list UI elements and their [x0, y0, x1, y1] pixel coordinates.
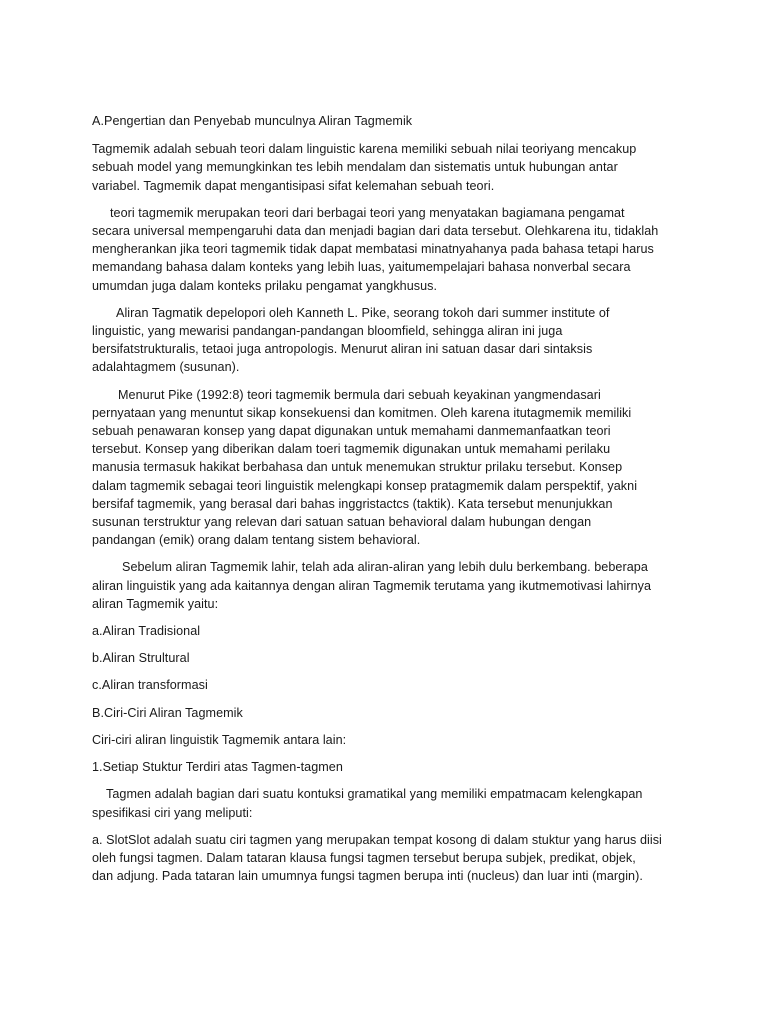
paragraph-line: dalam tagmemik sebagai teori linguistik melengkapi konsep pratagmemik dalam perspektif, yakni [92, 478, 638, 493]
paragraph-line: mengherankan jika teori tagmemik tidak dapat membatasi minatnyahanya pada bahasa tetapi harus [92, 242, 654, 257]
paragraph-line: manusia termasuk hakikat berbahasa dan untuk menemukan struktur prilaku tersebut. Konsep [92, 460, 623, 475]
paragraph-line: Aliran Tagmatik depelopori oleh Kanneth L. Pike, seorang tokoh dari summer institute of [116, 305, 610, 320]
paragraph-line: bersifatstrukturalis, tetaoi juga antropologis. Menurut aliran ini satuan dasar dari sintaksis [92, 342, 593, 357]
paragraph-line: memandang bahasa dalam konteks yang lebih luas, yaitumempelajari bahasa nonverbal secara [92, 260, 631, 275]
paragraph-line: tersebut. Konsep yang diberikan dalam toeri tagmemik digunakan untuk memahami perilaku [92, 442, 611, 457]
paragraph-line: Menurut Pike (1992:8) teori tagmemik bermula dari sebuah keyakinan yangmendasari [118, 387, 601, 402]
intro-b: Ciri-ciri aliran linguistik Tagmemik antara lain: [92, 732, 347, 747]
paragraph-line: adalahtagmem (susunan). [92, 360, 240, 375]
paragraph-line: sebuah model yang memungkinkan tes lebih mendalam dan sistematis untuk hubungan antar [92, 160, 618, 175]
paragraph-5 [92, 558, 692, 613]
paragraph-line: linguistic, yang mewarisi pandangan-pandangan bloomfield, sehingga aliran ini juga [92, 324, 563, 339]
paragraph-line: Tagmen adalah bagian dari suatu kontuksi gramatikal yang memiliki empatmacam kelengkapan [106, 787, 643, 802]
paragraph-line: sebuah penawaran konsep yang dapat digunakan untuk memahami danmemanfaatkan teori [92, 424, 611, 439]
paragraph-4 [92, 386, 692, 550]
section-heading-a: A.Pengertian dan Penyebab munculnya Aliran Tagmemik [92, 114, 413, 128]
paragraph-line: susunan terstruktur yang relevan dari satuan satuan behavioral dalam hubungan dengan [92, 515, 592, 530]
paragraph-line: dan adjung. Pada tataran lain umumnya fungsi tagmen berupa inti (nucleus) dan luar inti (margin). [92, 869, 643, 884]
paragraph-line: a. SlotSlot adalah suatu ciri tagmen yang merupakan tempat kosong di dalam stuktur yang harus diisi [92, 832, 662, 847]
paragraph-3 [92, 304, 692, 377]
paragraph-line: pandangan (emik) orang dalam tentang sistem behavioral. [92, 533, 421, 548]
document-page [92, 112, 692, 894]
list-item-b: b.Aliran Strultural [92, 651, 190, 666]
paragraph-2 [92, 204, 692, 295]
paragraph-line: bersifaf tagmemik, yang berasal dari bahas inggristactcs (taktik). Kata tersebut menunjukkan [92, 496, 613, 511]
paragraph-line: secara universal mempengaruhi data dan menjadi bagian dari data tersebut. Olehkarena itu, tidaklah [92, 224, 659, 239]
list-item-a: a.Aliran Tradisional [92, 624, 201, 639]
paragraph-line: teori tagmemik merupakan teori dari berbagai teori yang menyatakan bagiamana pengamat [110, 205, 625, 220]
paragraph-line: aliran Tagmemik yaitu: [92, 596, 219, 611]
paragraph-line: variabel. Tagmemik dapat mengantisipasi sifat kelemahan sebuah teori. [92, 178, 495, 193]
paragraph-line: aliran linguistik yang ada kaitannya dengan aliran Tagmemik terutama yang ikutmemotivasi lahirnya [92, 578, 652, 593]
point-1: 1.Setiap Stuktur Terdiri atas Tagmen-tagmen [92, 760, 343, 775]
paragraph-line: pernyataan yang menuntut sikap konsekuensi dan komitmen. Oleh karena itutagmemik memiliki [92, 405, 632, 420]
paragraph-line: umumdan juga dalam konteks prilaku pengamat yangkhusus. [92, 278, 438, 293]
list-item-c: c.Aliran transformasi [92, 678, 208, 693]
paragraph-1 [92, 140, 692, 195]
section-heading-b: B.Ciri-Ciri Aliran Tagmemik [92, 705, 243, 720]
paragraph-line: oleh fungsi tagmen. Dalam tataran klausa fungsi tagmen tersebut berupa subjek, predikat, objek, [92, 850, 636, 865]
paragraph-line: spesifikasi ciri yang meliputi: [92, 805, 253, 820]
paragraph-line: Tagmemik adalah sebuah teori dalam linguistic karena memiliki sebuah nilai teoriyang mencakup [92, 142, 637, 157]
paragraph-7 [92, 831, 692, 886]
paragraph-line: Sebelum aliran Tagmemik lahir, telah ada aliran-aliran yang lebih dulu berkembang. beberapa [122, 560, 648, 575]
paragraph-6 [92, 785, 692, 821]
